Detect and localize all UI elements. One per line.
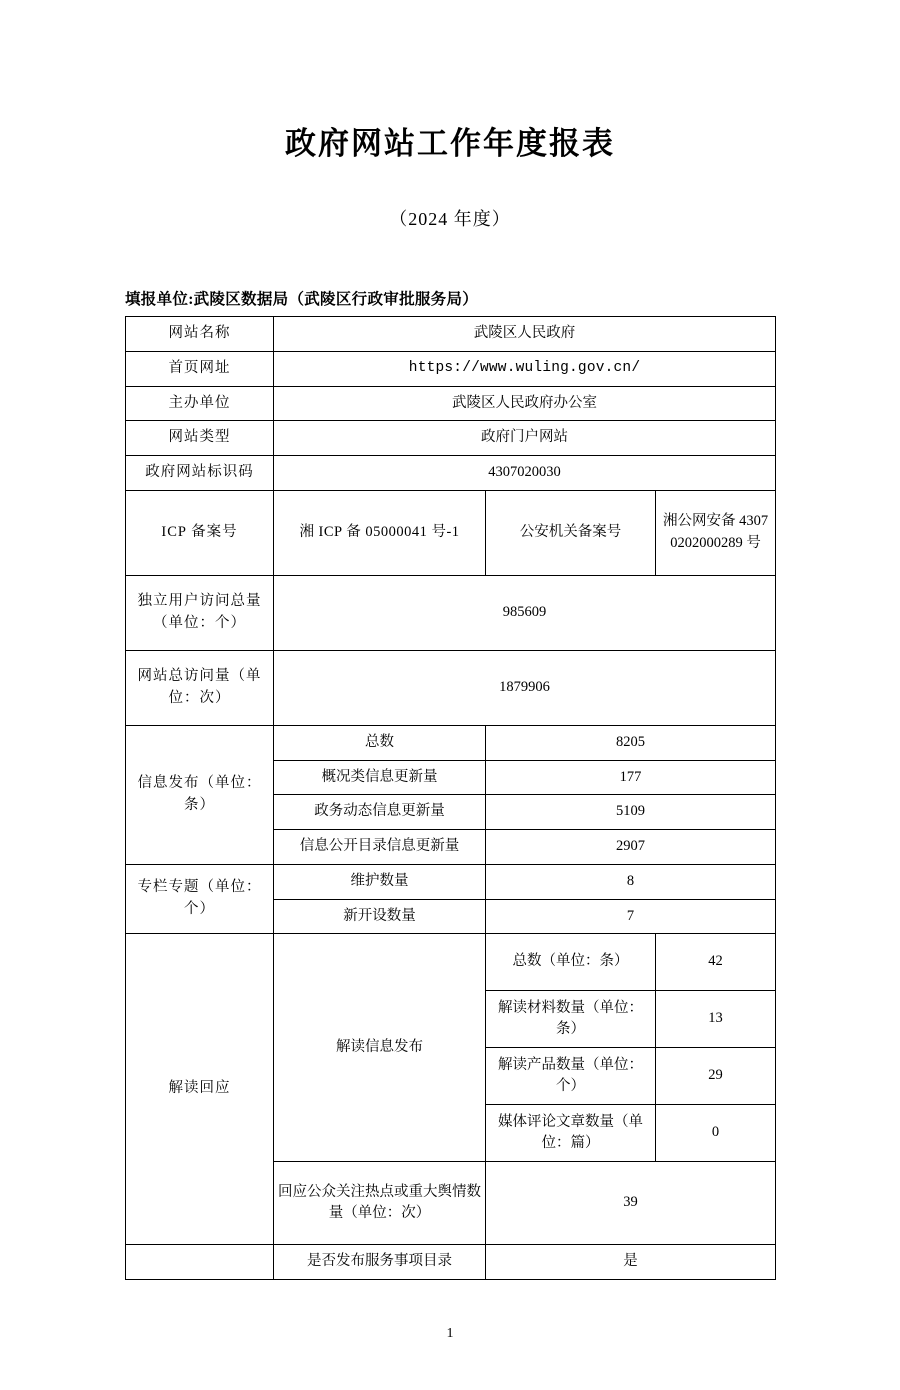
publish-label: 信息发布（单位：条） (126, 725, 274, 864)
publish-item-name: 信息公开目录信息更新量 (274, 830, 486, 865)
service-catalog-value: 是 (486, 1245, 776, 1280)
table-row (126, 934, 776, 991)
homepage-label: 首页网址 (126, 351, 274, 386)
column-topic-label: 专栏专题（单位：个） (126, 864, 274, 934)
filler-unit-label: 填报单位:武陵区数据局（武陵区行政审批服务局） (125, 291, 479, 308)
homepage-value: https://www.wuling.gov.cn/ (274, 351, 776, 386)
interpret-item-name: 媒体评论文章数量（单位：篇） (486, 1105, 656, 1162)
table-row (126, 351, 776, 386)
interpret-item-name: 解读材料数量（单位：条） (486, 991, 656, 1048)
document-page (0, 118, 900, 1390)
publish-item-name: 概况类信息更新量 (274, 760, 486, 795)
publish-item-name: 政务动态信息更新量 (274, 795, 486, 830)
table-row (126, 725, 776, 760)
publish-item-value: 8205 (486, 725, 776, 760)
publish-item-value: 177 (486, 760, 776, 795)
hotspot-response-value: 39 (486, 1162, 776, 1245)
interpret-item-value: 13 (656, 991, 776, 1048)
hotspot-response-label: 回应公众关注热点或重大舆情数量（单位：次） (274, 1162, 486, 1245)
column-item-name: 新开设数量 (274, 899, 486, 934)
interpret-item-value: 29 (656, 1048, 776, 1105)
table-row (126, 575, 776, 650)
table-row (126, 490, 776, 575)
total-visits-label: 网站总访问量（单位：次） (126, 650, 274, 725)
interpret-publish-label: 解读信息发布 (274, 934, 486, 1162)
publish-item-value: 2907 (486, 830, 776, 865)
table-row (126, 650, 776, 725)
page-subtitle: （2024 年度） (389, 209, 511, 229)
icp-value: 湘 ICP 备 05000041 号-1 (274, 490, 486, 575)
annual-report-table (125, 316, 776, 1280)
column-item-value: 7 (486, 899, 776, 934)
host-unit-value: 武陵区人民政府办公室 (274, 386, 776, 421)
interpret-item-value: 42 (656, 934, 776, 991)
table-row (126, 421, 776, 456)
site-type-value: 政府门户网站 (274, 421, 776, 456)
table-row (126, 864, 776, 899)
total-visits-value: 1879906 (274, 650, 776, 725)
table-row (126, 317, 776, 352)
unique-visitors-label: 独立用户访问总量（单位：个） (126, 575, 274, 650)
gov-code-label: 政府网站标识码 (126, 456, 274, 491)
page-number: 1 (446, 1326, 454, 1341)
table-row (126, 386, 776, 421)
column-item-value: 8 (486, 864, 776, 899)
table-row (126, 1245, 776, 1280)
interpret-item-name: 解读产品数量（单位：个） (486, 1048, 656, 1105)
service-catalog-label: 是否发布服务事项目录 (274, 1245, 486, 1280)
unique-visitors-value: 985609 (274, 575, 776, 650)
police-record-label: 公安机关备案号 (486, 490, 656, 575)
icp-label: ICP 备案号 (126, 490, 274, 575)
site-name-value: 武陵区人民政府 (274, 317, 776, 352)
publish-item-name: 总数 (274, 725, 486, 760)
interpret-item-name: 总数（单位：条） (486, 934, 656, 991)
interpret-item-value: 0 (656, 1105, 776, 1162)
gov-code-value: 4307020030 (274, 456, 776, 491)
empty-cell (126, 1245, 274, 1280)
publish-item-value: 5109 (486, 795, 776, 830)
table-row (126, 456, 776, 491)
column-item-name: 维护数量 (274, 864, 486, 899)
site-type-label: 网站类型 (126, 421, 274, 456)
interpret-response-label: 解读回应 (126, 934, 274, 1245)
host-unit-label: 主办单位 (126, 386, 274, 421)
site-name-label: 网站名称 (126, 317, 274, 352)
police-record-value: 湘公网安备 43070202000289 号 (656, 490, 776, 575)
page-title: 政府网站工作年度报表 (285, 126, 615, 161)
